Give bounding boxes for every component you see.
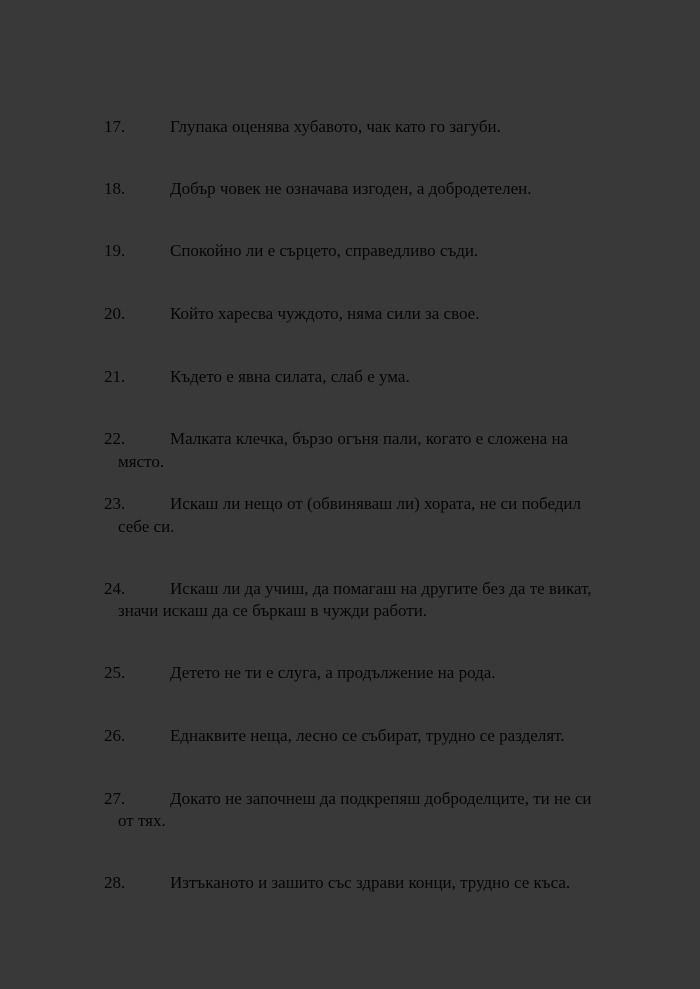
- item-text: Глупака оценява хубавото, чак като го загуби.: [170, 117, 501, 136]
- item-text: Детето не ти е слуга, а продължение на рода.: [170, 663, 496, 682]
- item-text: Добър човек не означава изгоден, а добродетелен.: [170, 179, 532, 198]
- item-number: 18.: [104, 179, 126, 198]
- item-number: 27.: [104, 789, 126, 808]
- item-number: 28.: [104, 873, 126, 892]
- item-number: 26.: [104, 726, 126, 745]
- item-text-continued: от тях.: [118, 811, 166, 830]
- item-text: Малката клечка, бързо огъня пали, когато е сложена на: [170, 429, 569, 448]
- item-number: 17.: [104, 117, 126, 136]
- item-number: 22.: [104, 429, 126, 448]
- item-number: 23.: [104, 494, 126, 513]
- item-text: Докато не започнеш да подкрепяш доброделците, ти не си: [170, 789, 592, 808]
- item-text: Искаш ли нещо от (обвиняваш ли) хората, не си победил: [170, 494, 582, 513]
- item-text-continued: себе си.: [118, 517, 175, 536]
- item-text: Изтъканото и зашито със здрави конци, трудно се къса.: [170, 873, 571, 892]
- item-number: 21.: [104, 367, 126, 386]
- item-text: Искаш ли да учиш, да помагаш на другите без да те викат,: [170, 579, 592, 598]
- item-number: 19.: [104, 241, 126, 260]
- item-text: Спокойно ли е сърцето, справедливо съди.: [170, 241, 479, 260]
- item-text: Който харесва чуждото, няма сили за свое.: [170, 304, 480, 323]
- item-text: Където е явна силата, слаб е ума.: [170, 367, 410, 386]
- item-number: 25.: [104, 663, 126, 682]
- item-number: 20.: [104, 304, 126, 323]
- item-number: 24.: [104, 579, 126, 598]
- item-text-continued: значи искаш да се бъркаш в чужди работи.: [118, 601, 428, 620]
- item-text: Еднаквите неща, лесно се събират, трудно се разделят.: [170, 726, 565, 745]
- item-text-continued: място.: [118, 452, 165, 471]
